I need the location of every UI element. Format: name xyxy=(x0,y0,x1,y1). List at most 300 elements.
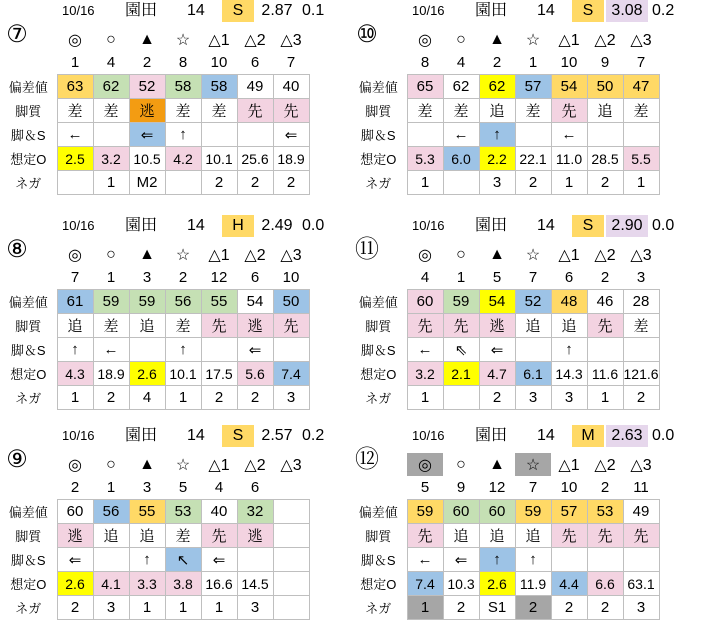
cell: 1 xyxy=(165,386,201,410)
cell: ◎ xyxy=(418,246,432,264)
race-header xyxy=(62,0,372,22)
row-label: 偏差値 xyxy=(8,295,48,310)
cell: 60 xyxy=(57,500,93,524)
row-label: 脚質 xyxy=(15,319,42,334)
cell: 54 xyxy=(551,75,587,99)
cell: 57 xyxy=(551,500,587,524)
cell: 1 xyxy=(106,269,116,286)
cell: ⇐ xyxy=(273,123,309,147)
cell: 追 xyxy=(479,99,515,123)
field-size: 14 xyxy=(537,2,555,19)
horse-table xyxy=(0,453,310,620)
cell: 1 xyxy=(623,171,659,195)
cell: 2 xyxy=(515,171,551,195)
cell: ○ xyxy=(456,30,466,48)
cell: ◎ xyxy=(418,31,432,49)
cell xyxy=(201,338,237,362)
cell: ↑ xyxy=(57,338,93,362)
row-label xyxy=(0,28,57,51)
cell: 3 xyxy=(515,386,551,410)
cell: ← xyxy=(57,123,93,147)
cell: 1 xyxy=(456,269,466,286)
cell: 28 xyxy=(623,290,659,314)
cell: 7 xyxy=(70,269,80,286)
cell: 1 xyxy=(407,171,443,195)
cell: 3.3 xyxy=(129,572,165,596)
row-label xyxy=(0,476,57,500)
negative-row xyxy=(0,171,309,195)
row-label: ネガ xyxy=(15,601,42,616)
cell: 差 xyxy=(407,99,443,123)
cell xyxy=(201,123,237,147)
cell: 6 xyxy=(250,479,260,496)
cell: ↑ xyxy=(551,338,587,362)
row-label: 脚＆S xyxy=(10,553,46,568)
row-label: 脚＆S xyxy=(360,343,396,358)
cell: △3 xyxy=(280,456,302,474)
cell xyxy=(273,500,309,524)
cell: 4.2 xyxy=(165,147,201,171)
cell xyxy=(623,123,659,147)
cell: 差 xyxy=(623,314,659,338)
cell xyxy=(237,123,273,147)
cell: ← xyxy=(93,338,129,362)
cell: 18.9 xyxy=(273,147,309,171)
running-style-row xyxy=(350,314,659,338)
cell: 6 xyxy=(564,269,574,286)
cell: 10.5 xyxy=(129,147,165,171)
row-label: 偏差値 xyxy=(358,80,398,95)
cell: 7 xyxy=(286,54,296,71)
cell: 2 xyxy=(57,596,93,620)
cell: 追 xyxy=(587,99,623,123)
cell: 56 xyxy=(93,500,129,524)
row-label: 脚＆S xyxy=(10,128,46,143)
cell: 2 xyxy=(492,54,502,71)
cell: 54 xyxy=(237,290,273,314)
cell: 57 xyxy=(515,75,551,99)
cell: 59 xyxy=(129,290,165,314)
cell: S1 xyxy=(479,596,515,620)
cell: 49 xyxy=(237,75,273,99)
cell: 7.4 xyxy=(273,362,309,386)
cell xyxy=(443,171,479,195)
running-style-row xyxy=(0,524,309,548)
row-label xyxy=(350,476,407,500)
cell: 3 xyxy=(623,596,659,620)
horse-number-row xyxy=(0,51,309,75)
field-size: 14 xyxy=(537,427,555,444)
cell: 8 xyxy=(420,54,430,71)
cell: 差 xyxy=(201,99,237,123)
cell: 62 xyxy=(443,75,479,99)
row-label: 脚＆S xyxy=(360,553,396,568)
field-size: 14 xyxy=(187,2,205,19)
cell: △1 xyxy=(558,31,580,49)
row-label xyxy=(0,243,57,266)
cell xyxy=(587,548,623,572)
pace-row xyxy=(350,123,659,147)
mark-row xyxy=(350,28,659,51)
cell: M2 xyxy=(129,171,165,195)
cell: 60 xyxy=(443,500,479,524)
cell: 差 xyxy=(515,99,551,123)
cell: 55 xyxy=(201,290,237,314)
cell: 差 xyxy=(443,99,479,123)
cell: ◎ xyxy=(68,246,82,264)
mark-row xyxy=(0,453,309,476)
cell: 追 xyxy=(515,314,551,338)
cell: 3 xyxy=(93,596,129,620)
cell: 先 xyxy=(237,99,273,123)
cell: 2 xyxy=(201,386,237,410)
cell: 2.6 xyxy=(479,572,515,596)
cell: ○ xyxy=(456,455,466,473)
race-date: 10/16 xyxy=(62,428,95,443)
race-venue: 園田 xyxy=(475,2,508,19)
cell: 3.2 xyxy=(407,362,443,386)
cell: 2.6 xyxy=(57,572,93,596)
cell: 16.6 xyxy=(201,572,237,596)
deviation-row xyxy=(350,75,659,99)
negative-row xyxy=(350,596,659,620)
horse-table xyxy=(0,28,310,195)
cell xyxy=(515,338,551,362)
cell: 3 xyxy=(636,269,646,286)
cell: ⇐ xyxy=(57,548,93,572)
cell: 先 xyxy=(587,524,623,548)
pace-row xyxy=(0,548,309,572)
row-label xyxy=(350,266,407,290)
negative-row xyxy=(350,171,659,195)
cell: 53 xyxy=(165,500,201,524)
row-label: 偏差値 xyxy=(358,505,398,520)
cell: 9 xyxy=(600,54,610,71)
deviation-row xyxy=(0,290,309,314)
cell: 2 xyxy=(237,171,273,195)
row-label xyxy=(350,28,407,51)
cell: 2 xyxy=(515,596,551,620)
cell: 11 xyxy=(633,479,649,496)
cell: 先 xyxy=(443,314,479,338)
cell: 2 xyxy=(587,596,623,620)
row-label xyxy=(0,266,57,290)
cell: ◎ xyxy=(68,456,82,474)
expected-odds-row xyxy=(0,362,309,386)
field-size: 14 xyxy=(187,427,205,444)
cell: 11.0 xyxy=(551,147,587,171)
race-header xyxy=(412,0,722,22)
cell: 5 xyxy=(178,479,188,496)
race-score: 2.57 xyxy=(261,427,293,444)
expected-odds-row xyxy=(350,362,659,386)
cell: 6.1 xyxy=(515,362,551,386)
row-label: 偏差値 xyxy=(8,80,48,95)
cell xyxy=(165,171,201,195)
cell: 14.5 xyxy=(237,572,273,596)
cell: 3 xyxy=(273,386,309,410)
cell: ☆ xyxy=(525,246,541,264)
race-date: 10/16 xyxy=(412,428,445,443)
horse-table xyxy=(0,243,310,410)
row-label: 想定O xyxy=(10,367,47,382)
cell: 逃 xyxy=(57,524,93,548)
race-date: 10/16 xyxy=(62,218,95,233)
cell: 1 xyxy=(70,54,80,71)
cell: 差 xyxy=(623,99,659,123)
race-number: ⑧ xyxy=(6,236,28,263)
cell: △1 xyxy=(558,246,580,264)
cell: ↑ xyxy=(479,123,515,147)
cell: 差 xyxy=(93,99,129,123)
cell: ↑ xyxy=(165,123,201,147)
cell: 17.5 xyxy=(201,362,237,386)
cell: 追 xyxy=(443,524,479,548)
race-date: 10/16 xyxy=(412,3,445,18)
cell: ☆ xyxy=(525,31,541,49)
cell: 追 xyxy=(515,524,551,548)
cell: 4.1 xyxy=(93,572,129,596)
race-panel xyxy=(350,215,675,420)
deviation-row xyxy=(0,500,309,524)
cell: ↑ xyxy=(129,548,165,572)
row-label: 脚質 xyxy=(15,529,42,544)
cell: ↑ xyxy=(515,548,551,572)
cell xyxy=(273,596,309,620)
cell: ⇐ xyxy=(129,123,165,147)
race-score: 3.08 xyxy=(606,0,648,22)
cell: 2 xyxy=(237,386,273,410)
cell: 逃 xyxy=(479,314,515,338)
cell: ◎ xyxy=(407,453,443,476)
race-number: ⑦ xyxy=(6,21,28,48)
cell: △3 xyxy=(630,31,652,49)
cell: 7.4 xyxy=(407,572,443,596)
cell: 47 xyxy=(623,75,659,99)
mark-row xyxy=(350,243,659,266)
cell xyxy=(407,123,443,147)
race-panel xyxy=(0,215,325,420)
cell: ⇐ xyxy=(479,338,515,362)
cell: ○ xyxy=(106,455,116,473)
cell: 52 xyxy=(129,75,165,99)
cell: ⇐ xyxy=(201,548,237,572)
pace-row xyxy=(350,338,659,362)
row-label: 偏差値 xyxy=(358,295,398,310)
cell: 2 xyxy=(178,269,188,286)
pace-row xyxy=(0,123,309,147)
cell: △2 xyxy=(244,246,266,264)
row-label: 脚質 xyxy=(365,319,392,334)
expected-odds-row xyxy=(0,572,309,596)
row-label: ネガ xyxy=(365,391,392,406)
race-panel xyxy=(350,0,675,205)
cell: △3 xyxy=(280,31,302,49)
cell: 14.3 xyxy=(551,362,587,386)
cell: 追 xyxy=(129,524,165,548)
race-venue: 園田 xyxy=(125,217,158,234)
cell: △2 xyxy=(244,456,266,474)
cell: 5 xyxy=(420,479,430,496)
race-grade-badge: M xyxy=(572,425,604,447)
cell: ← xyxy=(551,123,587,147)
cell: 62 xyxy=(479,75,515,99)
cell: ⇐ xyxy=(443,548,479,572)
cell: △2 xyxy=(594,246,616,264)
cell: 先 xyxy=(407,524,443,548)
cell: 4 xyxy=(129,386,165,410)
cell: 12 xyxy=(210,269,228,286)
race-panel xyxy=(0,425,325,630)
cell: 60 xyxy=(479,500,515,524)
race-score: 2.63 xyxy=(606,425,648,447)
running-style-row xyxy=(0,314,309,338)
cell: 10.3 xyxy=(443,572,479,596)
cell: 2.6 xyxy=(129,362,165,386)
cell: 2.2 xyxy=(479,147,515,171)
row-label xyxy=(0,453,57,476)
horse-table xyxy=(350,243,660,410)
cell xyxy=(129,338,165,362)
cell: 2 xyxy=(551,596,587,620)
cell: 2 xyxy=(273,171,309,195)
cell xyxy=(273,548,309,572)
cell: 差 xyxy=(165,524,201,548)
row-label: 偏差値 xyxy=(8,505,48,520)
cell: 8 xyxy=(178,54,188,71)
race-venue: 園田 xyxy=(475,217,508,234)
cell: 1 xyxy=(551,171,587,195)
cell: △1 xyxy=(208,246,230,264)
cell xyxy=(273,338,309,362)
cell: 11.6 xyxy=(587,362,623,386)
cell: ☆ xyxy=(515,453,551,476)
cell: △2 xyxy=(594,31,616,49)
cell: △3 xyxy=(630,246,652,264)
cell: 4.3 xyxy=(57,362,93,386)
cell: 1 xyxy=(201,596,237,620)
cell xyxy=(57,171,93,195)
field-size: 14 xyxy=(187,217,205,234)
expected-odds-row xyxy=(0,147,309,171)
cell xyxy=(273,476,309,500)
race-deviation: 0.1 xyxy=(302,2,325,19)
race-panel xyxy=(350,425,675,630)
cell: 12 xyxy=(488,479,506,496)
mark-row xyxy=(0,243,309,266)
cell: 28.5 xyxy=(587,147,623,171)
cell xyxy=(273,572,309,596)
race-number: ⑪ xyxy=(355,236,379,263)
cell: 3.8 xyxy=(165,572,201,596)
race-header xyxy=(62,215,372,237)
horse-table xyxy=(350,28,660,195)
race-number: ⑨ xyxy=(6,446,28,473)
cell: ▲ xyxy=(489,30,505,48)
cell: 50 xyxy=(587,75,623,99)
cell: 62 xyxy=(93,75,129,99)
cell: ← xyxy=(443,123,479,147)
cell: 2 xyxy=(600,479,610,496)
row-label: 脚質 xyxy=(365,104,392,119)
row-label: 脚質 xyxy=(15,104,42,119)
row-label: ネガ xyxy=(365,601,392,616)
cell: 4 xyxy=(456,54,466,71)
row-label: 想定O xyxy=(10,152,47,167)
row-label: 想定O xyxy=(10,577,47,592)
cell: 48 xyxy=(551,290,587,314)
row-label: 脚＆S xyxy=(10,343,46,358)
cell: 2.5 xyxy=(57,147,93,171)
row-label: ネガ xyxy=(15,176,42,191)
cell xyxy=(273,524,309,548)
cell: ◎ xyxy=(68,31,82,49)
cell: 49 xyxy=(623,500,659,524)
cell xyxy=(93,123,129,147)
cell: ▲ xyxy=(139,30,155,48)
cell: 55 xyxy=(129,500,165,524)
cell: 5.6 xyxy=(237,362,273,386)
cell: ▲ xyxy=(139,245,155,263)
row-label xyxy=(350,51,407,75)
cell: 追 xyxy=(129,314,165,338)
cell: △2 xyxy=(594,456,616,474)
cell: 2 xyxy=(142,54,152,71)
cell: 先 xyxy=(201,314,237,338)
row-label xyxy=(350,243,407,266)
race-panel xyxy=(0,0,325,205)
cell: 5.5 xyxy=(623,147,659,171)
cell: 2 xyxy=(443,596,479,620)
race-deviation: 0.0 xyxy=(302,217,325,234)
cell xyxy=(93,548,129,572)
cell: 3 xyxy=(551,386,587,410)
cell: 逃 xyxy=(237,524,273,548)
race-number: ⑫ xyxy=(355,446,379,473)
cell: 2 xyxy=(201,171,237,195)
cell: 60 xyxy=(407,290,443,314)
cell: 追 xyxy=(57,314,93,338)
cell: 4 xyxy=(106,54,116,71)
race-deviation: 0.0 xyxy=(652,427,675,444)
cell: 追 xyxy=(551,314,587,338)
horse-number-row xyxy=(0,476,309,500)
cell: 3 xyxy=(237,596,273,620)
cell: 10.1 xyxy=(165,362,201,386)
cell: 59 xyxy=(443,290,479,314)
cell xyxy=(515,123,551,147)
cell xyxy=(587,123,623,147)
cell xyxy=(237,548,273,572)
cell xyxy=(587,338,623,362)
cell: 1 xyxy=(129,596,165,620)
cell: 6.6 xyxy=(587,572,623,596)
cell: 1 xyxy=(587,386,623,410)
cell: 7 xyxy=(636,54,646,71)
cell: 58 xyxy=(201,75,237,99)
row-label: 想定O xyxy=(360,577,397,592)
row-label: ネガ xyxy=(15,391,42,406)
running-style-row xyxy=(350,524,659,548)
running-style-row xyxy=(0,99,309,123)
cell: △2 xyxy=(244,31,266,49)
cell: 先 xyxy=(201,524,237,548)
cell: 先 xyxy=(273,314,309,338)
deviation-row xyxy=(350,500,659,524)
cell: 40 xyxy=(201,500,237,524)
cell: 10 xyxy=(560,54,578,71)
cell: ← xyxy=(407,548,443,572)
